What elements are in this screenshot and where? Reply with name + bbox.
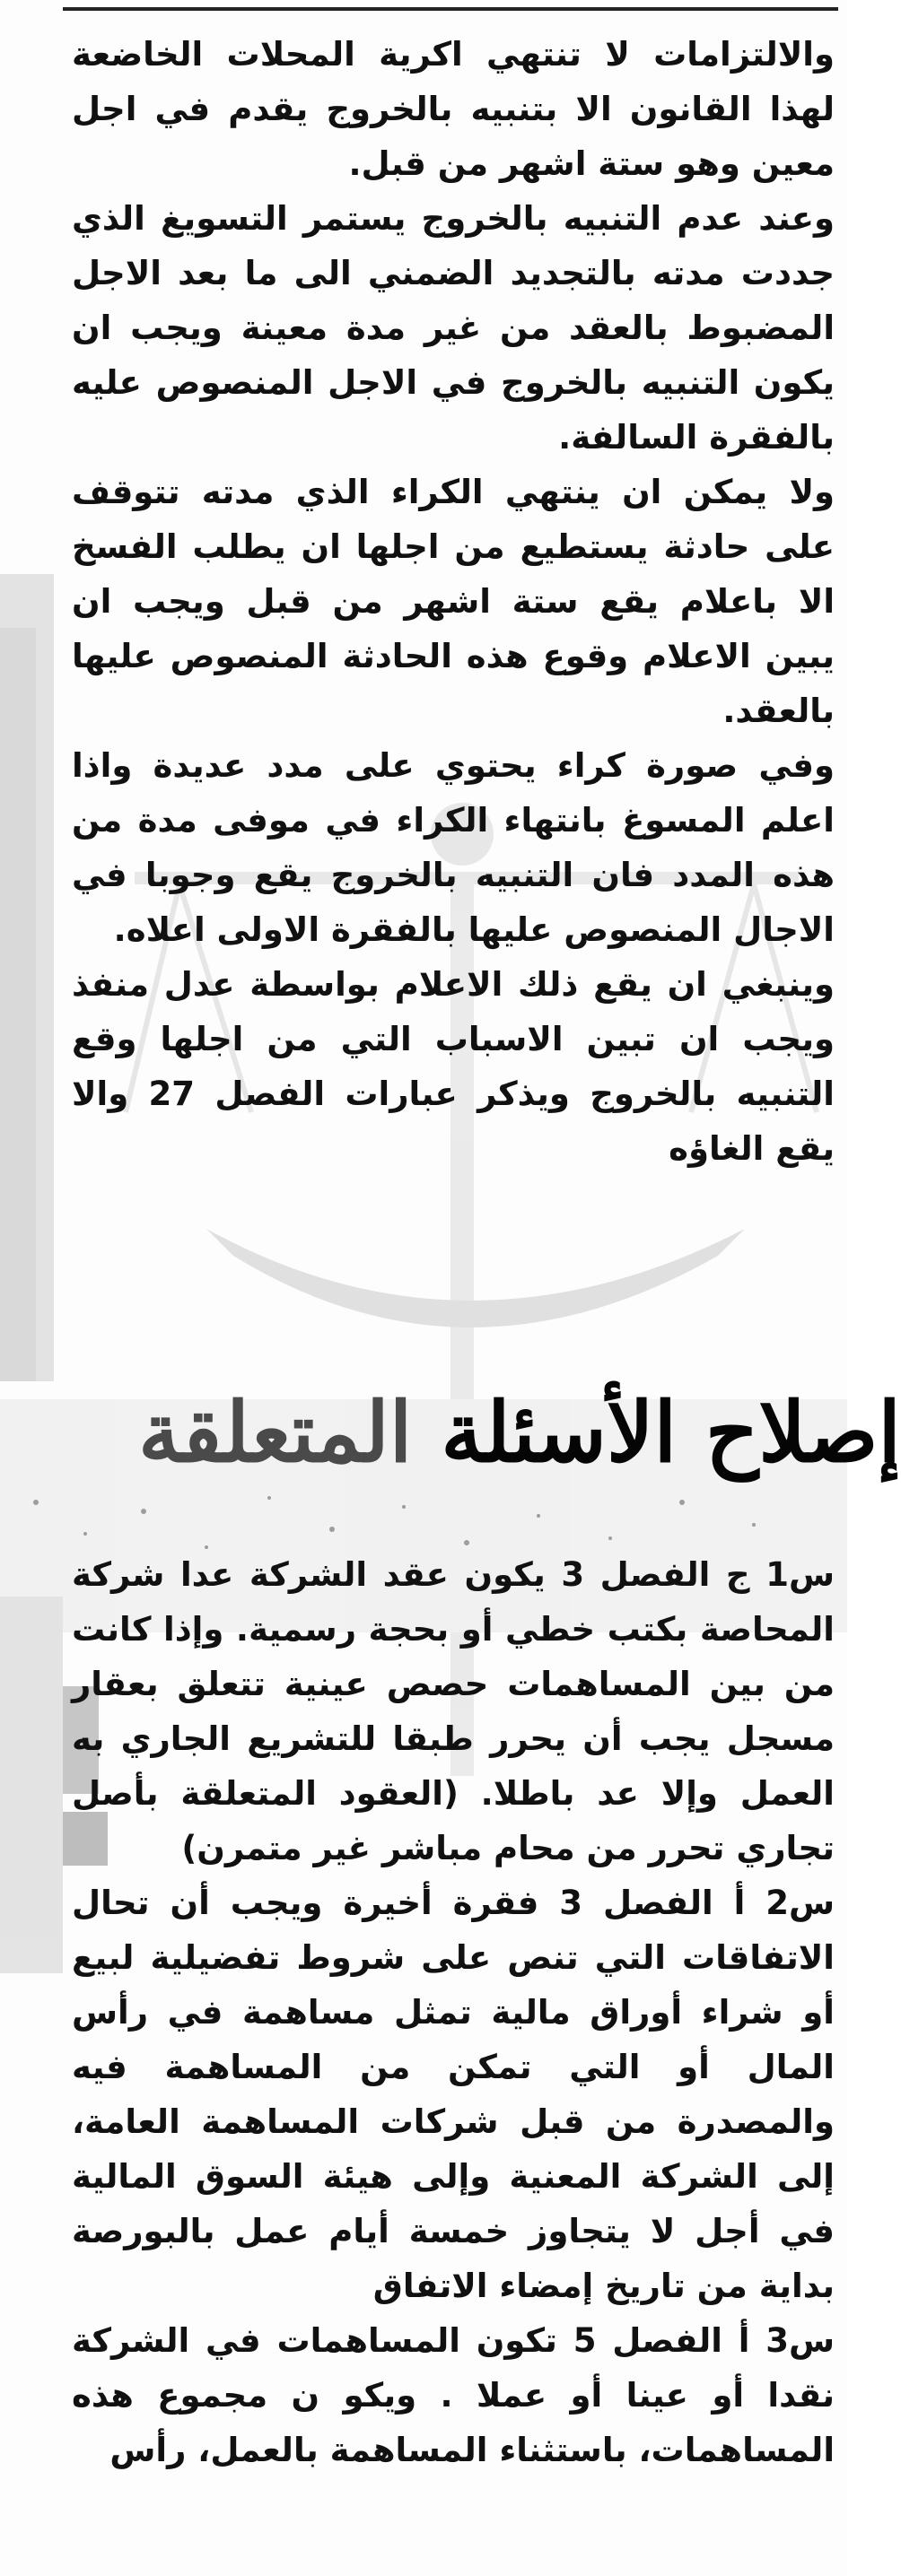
- section-heading-band: [0, 1377, 901, 1489]
- answer-paragraph: س3 أ الفصل 5 تكون المساهمات في الشركة نقدا أو عينا أو عملا . ويكو ن مجموع هذه المساهمات، باستثناء المساهمة بالعمل، رأس: [72, 2321, 835, 2469]
- answers-text: [72, 1547, 835, 2477]
- paragraph: وفي صورة كراء يحتوي على مدد عديدة واذا اعلم المسوغ بانتهاء الكراء في موفى مدة من هذه المدد فان التنبيه بالخروج يقع وجوبا في الاجال المنصوص عليها بالفقرة الاولى اعلاه.: [72, 746, 835, 949]
- paragraph: وعند عدم التنبيه بالخروج يستمر التسويغ الذي جددت مدته بالتجديد الضمني الى ما بعد الاجل المضبوط بالعقد من غير مدة معينة ويجب ان يكون التنبيه بالخروج في الاجل المنصوص عليه بالفقرة السالفة.: [72, 199, 835, 457]
- section-heading: [138, 1377, 901, 1489]
- heading-tail: المتعلقة: [138, 1384, 442, 1481]
- answer-paragraph: س2 أ الفصل 3 فقرة أخيرة ويجب أن تحال الاتفاقات التي تنص على شروط تفضيلية لبيع أو شراء أوراق مالية تمثل مساهمة في رأس المال أو التي تمكن من المساهمة فيه والمصدرة من قبل شركات المساهمة العامة، إلى الشركة المعنية وإلى هيئة السوق المالية في أجل لا يتجاوز خمسة أيام عمل بالبورصة بداية من تاريخ إمضاء الاتفاق: [72, 1884, 835, 2305]
- article-text-top: [72, 27, 835, 1176]
- paragraph: والالتزامات لا تنتهي اكرية المحلات الخاضعة لهذا القانون الا بتنبيه بالخروج يقدم في اجل معين وهو ستة اشهر من قبل.: [72, 35, 835, 183]
- heading-main: إصلاح الأسئلة: [441, 1384, 901, 1481]
- paragraph: ولا يمكن ان ينتهي الكراء الذي مدته تتوقف على حادثة يستطيع من اجلها ان يطلب الفسخ الا باعلام يقع ستة اشهر من قبل ويجب ان يبين الاعلام وقوع هذه الحادثة المنصوص عليها بالعقد.: [72, 473, 835, 730]
- paragraph: وينبغي ان يقع ذلك الاعلام بواسطة عدل منفذ ويجب ان تبين الاسباب التي من اجلها وقع التنبيه بالخروج ويذكر عبارات الفصل 27 والا يقع الغاؤه: [72, 965, 835, 1168]
- answer-paragraph: س1 ج الفصل 3 يكون عقد الشركة عدا شركة المحاصة بكتب خطي أو بحجة رسمية. وإذا كانت من بين المساهمات حصص عينية تتعلق بعقار مسجل يجب أن يحرر طبقا للتشريع الجاري به العمل وإلا عد باطلا. (العقود المتعلقة بأصل تجاري تحرر من محام مباشر غير متمرن): [72, 1555, 835, 1867]
- top-rule: [63, 7, 838, 11]
